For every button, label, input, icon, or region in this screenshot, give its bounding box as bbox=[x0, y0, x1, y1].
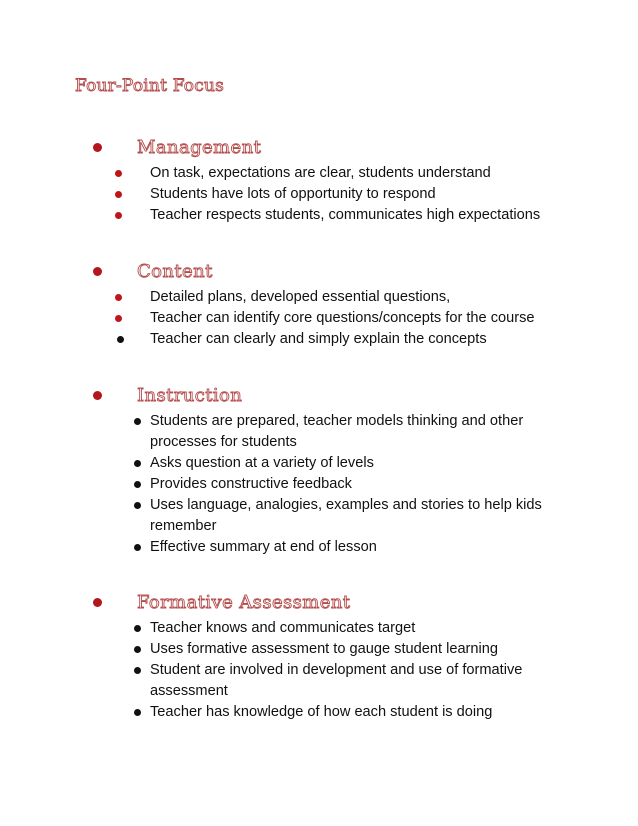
item-list bbox=[0, 411, 638, 558]
list-item: Uses formative assessment to gauge student learning bbox=[0, 639, 638, 660]
list-item: Teacher knows and communicates target bbox=[0, 618, 638, 639]
bullet-icon bbox=[134, 418, 141, 425]
item-list bbox=[0, 163, 638, 226]
list-item-continuation: processes for students bbox=[150, 434, 297, 450]
section-bullet-icon bbox=[93, 598, 102, 607]
list-item: Detailed plans, developed essential questions, bbox=[0, 287, 638, 308]
list-item: Provides constructive feedback bbox=[0, 474, 638, 495]
list-item: Teacher has knowledge of how each student is doing bbox=[0, 702, 638, 723]
bullet-icon bbox=[134, 481, 141, 488]
list-item: Uses language, analogies, examples and stories to help kids bbox=[0, 495, 638, 516]
bullet-icon bbox=[115, 212, 122, 219]
item-list bbox=[0, 618, 638, 723]
bullet-icon bbox=[134, 544, 141, 551]
list-item: On task, expectations are clear, students understand bbox=[0, 163, 638, 184]
bullet-icon bbox=[134, 646, 141, 653]
bullet-icon bbox=[115, 191, 122, 198]
bullet-icon bbox=[134, 709, 141, 716]
section-heading: Formative Assessment bbox=[137, 592, 351, 613]
bullet-icon bbox=[134, 625, 141, 632]
item-list bbox=[0, 287, 638, 350]
section-heading: Management bbox=[137, 137, 262, 158]
section-bullet-icon bbox=[93, 143, 102, 152]
list-item: Student are involved in development and use of formative bbox=[0, 660, 638, 681]
bullet-icon bbox=[117, 336, 124, 343]
list-item: Students are prepared, teacher models thinking and other bbox=[0, 411, 638, 432]
list-item: Effective summary at end of lesson bbox=[0, 537, 638, 558]
list-item: Teacher can identify core questions/concepts for the course bbox=[0, 308, 638, 329]
section-bullet-icon bbox=[93, 391, 102, 400]
bullet-icon bbox=[134, 667, 141, 674]
list-item: Teacher respects students, communicates high expectations bbox=[0, 205, 638, 226]
list-item: Teacher can clearly and simply explain the concepts bbox=[0, 329, 638, 350]
list-item-continuation: assessment bbox=[150, 683, 228, 699]
section-heading: Content bbox=[137, 261, 213, 282]
list-item: Asks question at a variety of levels bbox=[0, 453, 638, 474]
bullet-icon bbox=[115, 315, 122, 322]
section-bullet-icon bbox=[93, 267, 102, 276]
list-item: Students have lots of opportunity to respond bbox=[0, 184, 638, 205]
bullet-icon bbox=[134, 502, 141, 509]
section-heading: Instruction bbox=[137, 385, 243, 406]
page-title: Four-Point Focus bbox=[75, 76, 225, 96]
list-item-continuation: remember bbox=[150, 518, 217, 534]
bullet-icon bbox=[134, 460, 141, 467]
bullet-icon bbox=[115, 294, 122, 301]
bullet-icon bbox=[115, 170, 122, 177]
